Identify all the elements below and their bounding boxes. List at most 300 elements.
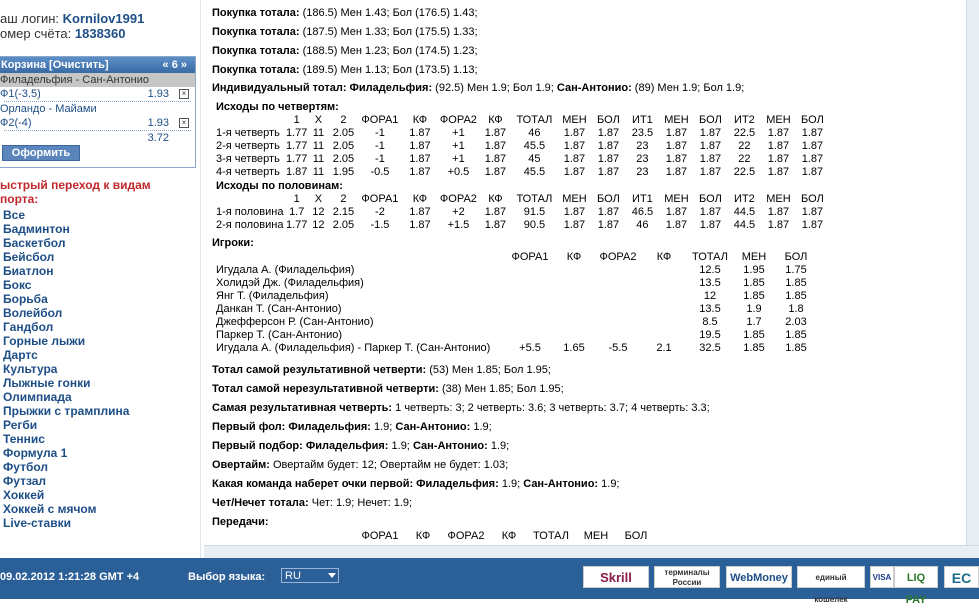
payment-logo-liqpay[interactable]: LIQ PAY	[894, 566, 938, 588]
sport-link[interactable]: Баскетбол	[3, 236, 66, 250]
grid-header: БОЛ	[801, 114, 824, 126]
halves-grid	[216, 193, 829, 232]
odds-cell[interactable]: 1.87	[484, 127, 507, 139]
grid-header: КФ	[488, 193, 503, 205]
market-label: Тотал самой результативной четверти:	[212, 364, 427, 376]
odds-cell[interactable]: +5.5	[519, 342, 541, 354]
grid-header: КФ	[488, 114, 503, 126]
odds-cell[interactable]: 1.87	[563, 206, 586, 218]
odds-cell[interactable]	[642, 277, 686, 290]
odds-cell[interactable]: 2.05	[332, 153, 355, 165]
grid-header: ФОРА1	[511, 251, 549, 263]
sport-link[interactable]: Горные лыжи	[3, 334, 86, 348]
odds-cell[interactable]	[594, 316, 642, 329]
sport-link[interactable]: Хоккей с мячом	[3, 502, 97, 516]
odds-cell[interactable]: 1.95	[743, 264, 765, 276]
grid-header: БОЛ	[597, 193, 620, 205]
odds-cell[interactable]: 1.87	[597, 166, 620, 178]
sport-link[interactable]: Футбол	[3, 460, 49, 474]
odds-cell[interactable]: 46	[528, 127, 541, 139]
odds-cell[interactable]	[506, 316, 554, 329]
odds-cell[interactable]: 12	[312, 219, 325, 231]
odds-cell[interactable]: +1.5	[447, 219, 470, 231]
odds-cell[interactable]: -1	[375, 127, 385, 139]
odds-cell[interactable]: -0.5	[370, 166, 390, 178]
cart-divider	[4, 130, 191, 131]
odds-cell[interactable]: 44.5	[733, 219, 756, 231]
odds-cell[interactable]: 1.87	[699, 140, 722, 152]
market-label: Первый подбор: Филадельфия:	[212, 440, 389, 452]
odds-cell[interactable]: 1.87	[563, 219, 586, 231]
odds-cell[interactable]: 23	[636, 153, 649, 165]
market-value: 1.9;	[501, 478, 521, 490]
individual-total-team2: Сан-Антонио:	[556, 82, 632, 94]
odds-cell[interactable]: 1.87	[409, 166, 431, 178]
buy-total-line	[212, 25, 478, 39]
odds-cell[interactable]: +1	[452, 127, 465, 139]
payment-logo-skrill[interactable]: Skrill	[583, 566, 649, 588]
table-row	[216, 140, 829, 153]
odds-cell[interactable]	[506, 264, 554, 277]
sport-link[interactable]: Волейбол	[3, 306, 63, 320]
odds-cell[interactable]: 2.05	[332, 127, 355, 139]
odds-cell[interactable]	[642, 316, 686, 329]
table-row	[216, 206, 829, 219]
odds-cell[interactable]: 46	[636, 219, 649, 231]
odds-cell[interactable]: 2.05	[332, 219, 355, 231]
individual-total-value: (92.5) Мен 1.9; Бол 1.9;	[435, 82, 554, 94]
buy-total-line	[212, 44, 478, 58]
odds-cell[interactable]: 11	[312, 140, 325, 152]
players-title: Игроки:	[212, 237, 254, 249]
odds-cell[interactable]: 22	[738, 153, 751, 165]
odds-cell[interactable]: 1.87	[767, 219, 790, 231]
odds-cell[interactable]: 32.5	[699, 342, 721, 354]
odds-cell[interactable]: 1.87	[767, 127, 790, 139]
market-label: Какая команда наберет очки первой: Филадельфия:	[212, 478, 499, 490]
odds-cell[interactable]: 1.77	[286, 140, 308, 152]
main-content	[204, 0, 979, 545]
grid-header: БОЛ	[624, 530, 648, 542]
odds-cell[interactable]: 1.87	[563, 166, 586, 178]
odds-cell[interactable]: 1.85	[743, 329, 765, 341]
sport-link[interactable]: Теннис	[3, 432, 45, 446]
cart-total: 3.72	[147, 132, 169, 144]
player-name: Янг Т. (Филадельфия)	[216, 290, 329, 302]
sport-link[interactable]: Культура	[3, 362, 58, 376]
odds-cell[interactable]	[506, 277, 554, 290]
table-row	[216, 316, 818, 329]
odds-cell[interactable]: +1	[452, 153, 465, 165]
odds-cell[interactable]	[594, 277, 642, 290]
login-label: аш логин:	[0, 11, 60, 26]
odds-cell[interactable]: 1.87	[801, 153, 824, 165]
odds-cell[interactable]: 1.87	[597, 219, 620, 231]
odds-cell[interactable]: 1.87	[563, 153, 586, 165]
odds-cell[interactable]: 1.87	[409, 206, 431, 218]
odds-cell[interactable]: 1.87	[801, 166, 824, 178]
odds-cell[interactable]: 13.5	[699, 303, 721, 315]
grid-header: МЕН	[766, 114, 791, 126]
odds-cell[interactable]: 1.87	[484, 166, 507, 178]
odds-cell[interactable]: 11	[312, 127, 325, 139]
sport-link[interactable]: Регби	[3, 418, 38, 432]
market-line	[212, 439, 509, 453]
odds-cell[interactable]: 1.87	[484, 153, 507, 165]
odds-cell[interactable]: 11	[312, 153, 325, 165]
passes-title: Передачи:	[212, 516, 269, 528]
odds-cell[interactable]: 1.87	[409, 140, 431, 152]
sport-link[interactable]: Формула 1	[3, 446, 68, 460]
sport-link[interactable]: Борьба	[3, 292, 48, 306]
sport-link[interactable]: Бадминтон	[3, 222, 70, 236]
sport-link[interactable]: Все	[3, 208, 26, 222]
odds-cell[interactable]: 1.87	[801, 140, 824, 152]
odds-cell[interactable]: 13.5	[699, 277, 721, 289]
odds-cell[interactable]: 1.87	[767, 153, 790, 165]
sport-link[interactable]: Олимпиада	[3, 390, 72, 404]
odds-cell[interactable]: 1.87	[563, 140, 586, 152]
odds-cell[interactable]	[642, 264, 686, 277]
odds-cell[interactable]: -2	[375, 206, 385, 218]
players-header-row	[216, 251, 818, 264]
odds-cell[interactable]: 1.95	[332, 166, 355, 178]
odds-cell[interactable]: 1.87	[767, 140, 790, 152]
cart-pager[interactable]: « 6 »	[162, 59, 187, 71]
market-value: 1.9;	[391, 440, 410, 452]
odds-cell[interactable]: 90.5	[523, 219, 546, 231]
grid-header: МЕН	[766, 193, 791, 205]
odds-cell[interactable]: 19.5	[699, 329, 721, 341]
remove-icon[interactable]: ×	[179, 118, 189, 128]
odds-cell[interactable]: 22.5	[733, 127, 756, 139]
cart-item-event[interactable]: Филадельфия - Сан-Антонио	[0, 73, 195, 87]
table-row	[216, 303, 818, 316]
table-row	[216, 290, 818, 303]
odds-cell[interactable]: 1.9	[746, 303, 762, 315]
grid-header: КФ	[656, 251, 672, 263]
market-line	[212, 420, 492, 434]
payment-logo-wallet[interactable]: единый кошелек	[797, 566, 865, 588]
row-label: 1-я половина	[216, 206, 284, 218]
market-label: Овертайм:	[212, 459, 270, 471]
odds-cell[interactable]: 1.87	[409, 127, 431, 139]
sport-link[interactable]: Live-ставки	[3, 516, 71, 530]
odds-cell[interactable]: 1.87	[801, 206, 824, 218]
halves-title: Исходы по половинам:	[216, 180, 343, 192]
odds-cell[interactable]: -1	[375, 153, 385, 165]
horizontal-scrollbar[interactable]	[204, 545, 979, 559]
grid-header: ТОТАЛ	[692, 251, 728, 263]
grid-header: КФ	[566, 251, 582, 263]
odds-cell[interactable]	[594, 329, 642, 342]
grid-header: ФОРА2	[439, 193, 477, 205]
odds-cell[interactable]	[506, 290, 554, 303]
grid-header: МЕН	[664, 114, 689, 126]
odds-cell[interactable]: 1.65	[563, 342, 585, 354]
sport-link[interactable]: Бейсбол	[3, 250, 55, 264]
market-value: (53) Мен 1.85; Бол 1.95;	[429, 364, 551, 376]
odds-cell[interactable]: 12.5	[699, 264, 721, 276]
datetime: 09.02.2012 1:21:28 GMT +4	[0, 571, 140, 583]
odds-cell[interactable]: 1.87	[801, 127, 824, 139]
odds-cell[interactable]: 1.85	[785, 277, 807, 289]
odds-cell[interactable]: 1.87	[484, 219, 507, 231]
odds-cell[interactable]: 1.75	[785, 264, 807, 276]
odds-cell[interactable]: 1.87	[665, 153, 688, 165]
grid-header: 2	[340, 193, 347, 205]
odds-cell[interactable]: 11	[312, 166, 325, 178]
language-select[interactable]	[281, 568, 339, 583]
odds-cell[interactable]: +2	[452, 206, 465, 218]
cart-item-event[interactable]: Орландо - Майами	[0, 103, 97, 115]
player-name: Джефферсон Р. (Сан-Антонио)	[216, 316, 374, 328]
market-line	[212, 363, 551, 377]
grid-header: ФОРА2	[439, 114, 477, 126]
login-value: Kornilov1991	[62, 11, 145, 26]
odds-cell[interactable]: 1.87	[665, 219, 688, 231]
individual-total-line	[212, 81, 744, 95]
grid-header: ТОТАЛ	[516, 114, 553, 126]
odds-cell[interactable]: 1.87	[597, 153, 620, 165]
odds-cell[interactable]: 45.5	[523, 140, 546, 152]
odds-cell[interactable]: 1.85	[785, 342, 807, 354]
odds-cell[interactable]: 12	[703, 290, 717, 302]
odds-cell[interactable]: 22.5	[733, 166, 756, 178]
odds-cell[interactable]: 1.87	[665, 127, 688, 139]
grid-header: ТОТАЛ	[533, 530, 569, 542]
sport-link[interactable]: Бокс	[3, 278, 32, 292]
cart-item-odds: 1.93	[147, 117, 169, 129]
odds-cell[interactable]: 2.15	[332, 206, 355, 218]
odds-cell[interactable]: 1.85	[785, 329, 807, 341]
odds-cell[interactable]: 8.5	[702, 316, 718, 328]
odds-cell[interactable]	[642, 329, 686, 342]
odds-cell[interactable]	[506, 303, 554, 316]
buy-total-line	[212, 63, 478, 77]
odds-cell[interactable]: 1.87	[597, 206, 620, 218]
vertical-scrollbar[interactable]	[966, 0, 979, 545]
sport-link[interactable]: Гандбол	[3, 320, 54, 334]
table-row	[216, 329, 818, 342]
market-line	[212, 382, 564, 396]
grid-header: ИТ2	[734, 193, 755, 205]
grid-header: КФ	[412, 114, 428, 126]
odds-cell[interactable]: 1.87	[801, 219, 824, 231]
odds-cell[interactable]: 1.87	[699, 219, 722, 231]
odds-cell[interactable]: 1.87	[597, 127, 620, 139]
individual-total-label: Индивидуальный тотал: Филадельфия:	[212, 82, 433, 94]
odds-cell[interactable]	[554, 290, 594, 303]
odds-cell[interactable]	[594, 264, 642, 277]
payment-logo-webmoney[interactable]: WebMoney	[726, 566, 792, 588]
player-name: Игудала А. (Филадельфия) - Паркер Т. (Сан-Антонио)	[216, 342, 491, 354]
cart-title[interactable]: Корзина [Очистить]	[1, 59, 109, 71]
odds-cell[interactable]: 1.87	[563, 127, 586, 139]
odds-cell[interactable]: 1.85	[785, 290, 807, 302]
checkout-button[interactable]: Оформить	[2, 145, 80, 161]
odds-cell[interactable]: 1.7	[289, 206, 305, 218]
odds-cell[interactable]	[554, 329, 594, 342]
buy-total-value: (186.5) Мен 1.43; Бол (176.5) 1.43;	[302, 7, 478, 19]
grid-header-row	[216, 193, 829, 206]
sport-link[interactable]: Прыжки с трамплина	[3, 404, 130, 418]
odds-cell[interactable]: +1	[452, 140, 465, 152]
passes-grid	[354, 530, 656, 543]
table-row	[216, 166, 829, 179]
table-row	[216, 264, 818, 277]
sport-link[interactable]: Дартс	[3, 348, 38, 362]
odds-cell[interactable]: 22	[738, 140, 751, 152]
sport-link[interactable]: Футзал	[3, 474, 47, 488]
payment-logo-ec[interactable]: EC	[944, 566, 979, 588]
odds-cell[interactable]: 44.5	[733, 206, 756, 218]
odds-cell[interactable]: 45.5	[523, 166, 546, 178]
buy-total-label: Покупка тотала:	[212, 64, 300, 76]
market-value: Овертайм будет: 12; Овертайм не будет: 1.03;	[273, 459, 509, 471]
market-line	[212, 401, 710, 415]
odds-cell[interactable]	[554, 264, 594, 277]
odds-cell[interactable]: 1.87	[665, 140, 688, 152]
sport-link[interactable]: Хоккей	[3, 488, 45, 502]
grid-header	[216, 251, 506, 264]
grid-header: ФОРА1	[361, 193, 399, 205]
row-label: 4-я четверть	[216, 166, 280, 178]
language-value: RU	[285, 570, 301, 582]
odds-cell[interactable]: 91.5	[523, 206, 546, 218]
market-label: Чет/Нечет тотала:	[212, 497, 309, 509]
odds-cell[interactable]	[554, 303, 594, 316]
odds-cell[interactable]: 1.87	[409, 153, 431, 165]
odds-cell[interactable]: 1.87	[699, 206, 722, 218]
odds-cell[interactable]: 1.87	[665, 166, 688, 178]
odds-cell[interactable]: -1	[375, 140, 385, 152]
odds-cell[interactable]: 1.87	[699, 153, 722, 165]
odds-cell[interactable]: 2.1	[656, 342, 672, 354]
odds-cell[interactable]: 2.03	[785, 316, 807, 328]
footer	[0, 558, 979, 606]
market-line	[212, 477, 620, 491]
buy-total-value: (187.5) Мен 1.33; Бол (175.5) 1.33;	[302, 26, 478, 38]
grid-header: КФ	[412, 193, 428, 205]
odds-cell[interactable]: 1.77	[286, 219, 308, 231]
odds-cell[interactable]: 1.87	[767, 206, 790, 218]
odds-cell[interactable]: 1.87	[409, 219, 431, 231]
odds-cell[interactable]: 23	[636, 166, 649, 178]
odds-cell[interactable]	[642, 290, 686, 303]
odds-cell[interactable]: 1.87	[767, 166, 790, 178]
chevron-down-icon	[328, 573, 336, 578]
odds-cell[interactable]: 2.05	[332, 140, 355, 152]
player-name: Данкан Т. (Сан-Антонио)	[216, 303, 342, 315]
quick-nav-title-line2: порта:	[0, 192, 39, 206]
payment-logo-visa[interactable]: VISA	[870, 566, 894, 588]
market-value: (38) Мен 1.85; Бол 1.95;	[442, 383, 564, 395]
odds-cell[interactable]: 12	[312, 206, 325, 218]
grid-header: 1	[293, 193, 300, 205]
odds-cell[interactable]: 1.87	[484, 140, 507, 152]
odds-cell[interactable]: 23.5	[631, 127, 654, 139]
odds-cell[interactable]: 23	[636, 140, 649, 152]
grid-header: 2	[340, 114, 347, 126]
odds-cell[interactable]: 1.85	[743, 290, 765, 302]
odds-cell[interactable]	[594, 303, 642, 316]
odds-cell[interactable]: 1.87	[484, 206, 507, 218]
odds-cell[interactable]: 1.87	[665, 206, 688, 218]
passes-header-row	[354, 530, 656, 543]
odds-cell[interactable]	[554, 316, 594, 329]
row-label: 2-я половина	[216, 219, 284, 231]
odds-cell[interactable]: 1.85	[743, 277, 765, 289]
odds-cell[interactable]: 46.5	[631, 206, 654, 218]
account-label: омер счёта:	[0, 26, 72, 41]
grid-header: МЕН	[741, 251, 767, 263]
odds-cell[interactable]: 1.77	[286, 127, 308, 139]
cart-item-odds: 1.93	[147, 88, 169, 100]
grid-header	[216, 193, 286, 206]
cart-header	[0, 57, 195, 73]
payment-logo-terminals[interactable]: терминалы России	[654, 566, 720, 588]
odds-cell[interactable]: 1.8	[788, 303, 804, 315]
odds-cell[interactable]: 1.87	[699, 166, 722, 178]
odds-cell[interactable]: 1.87	[597, 140, 620, 152]
grid-header: X	[314, 193, 323, 205]
grid-header: ФОРА1	[361, 114, 399, 126]
quarters-title: Исходы по четвертям:	[216, 101, 339, 113]
bet-cart	[0, 56, 196, 168]
account-value: 1838360	[74, 26, 126, 41]
grid-header: КФ	[501, 530, 517, 542]
grid-header: МЕН	[562, 114, 587, 126]
odds-cell[interactable]	[642, 303, 686, 316]
odds-cell[interactable]: -1.5	[370, 219, 390, 231]
language-label: Выбор языка:	[188, 571, 266, 583]
cart-item-bet-label: Ф1(-3.5)	[0, 88, 41, 100]
odds-cell[interactable]	[506, 329, 554, 342]
odds-cell[interactable]: 1.87	[286, 166, 308, 178]
sport-link[interactable]: Лыжные гонки	[3, 376, 91, 390]
odds-cell[interactable]	[554, 277, 594, 290]
grid-header: ИТ1	[632, 114, 653, 126]
grid-header: ФОРА2	[599, 251, 637, 263]
odds-cell[interactable]: 1.77	[286, 153, 308, 165]
odds-cell[interactable]: 1.7	[746, 316, 762, 328]
buy-total-value: (189.5) Мен 1.13; Бол (173.5) 1.13;	[302, 64, 478, 76]
grid-header: 1	[293, 114, 300, 126]
row-label: 3-я четверть	[216, 153, 280, 165]
odds-cell[interactable]: 45	[528, 153, 541, 165]
market-value2: 1.9;	[473, 421, 492, 433]
odds-cell[interactable]: 1.87	[699, 127, 722, 139]
odds-cell[interactable]	[594, 290, 642, 303]
grid-header: БОЛ	[699, 193, 722, 205]
odds-cell[interactable]: +0.5	[447, 166, 470, 178]
sport-link[interactable]: Биатлон	[3, 264, 54, 278]
grid-header: МЕН	[664, 193, 689, 205]
market-value: 1.9;	[374, 421, 393, 433]
market-value2: 1.9;	[601, 478, 620, 490]
odds-cell[interactable]: 1.85	[743, 342, 765, 354]
market-value: 1 четверть: 3; 2 четверть: 3.6; 3 четверть: 3.7; 4 четверть: 3.3;	[395, 402, 710, 414]
quick-nav-title-line1: ыстрый переход к видам	[0, 178, 151, 192]
players-grid	[216, 251, 818, 355]
remove-icon[interactable]: ×	[179, 89, 189, 99]
odds-cell[interactable]: -5.5	[608, 342, 628, 354]
grid-header: БОЛ	[801, 193, 824, 205]
grid-header: ТОТАЛ	[516, 193, 553, 205]
grid-header: ИТ1	[632, 193, 653, 205]
cart-item-bet-label: Ф2(-4)	[0, 117, 32, 129]
